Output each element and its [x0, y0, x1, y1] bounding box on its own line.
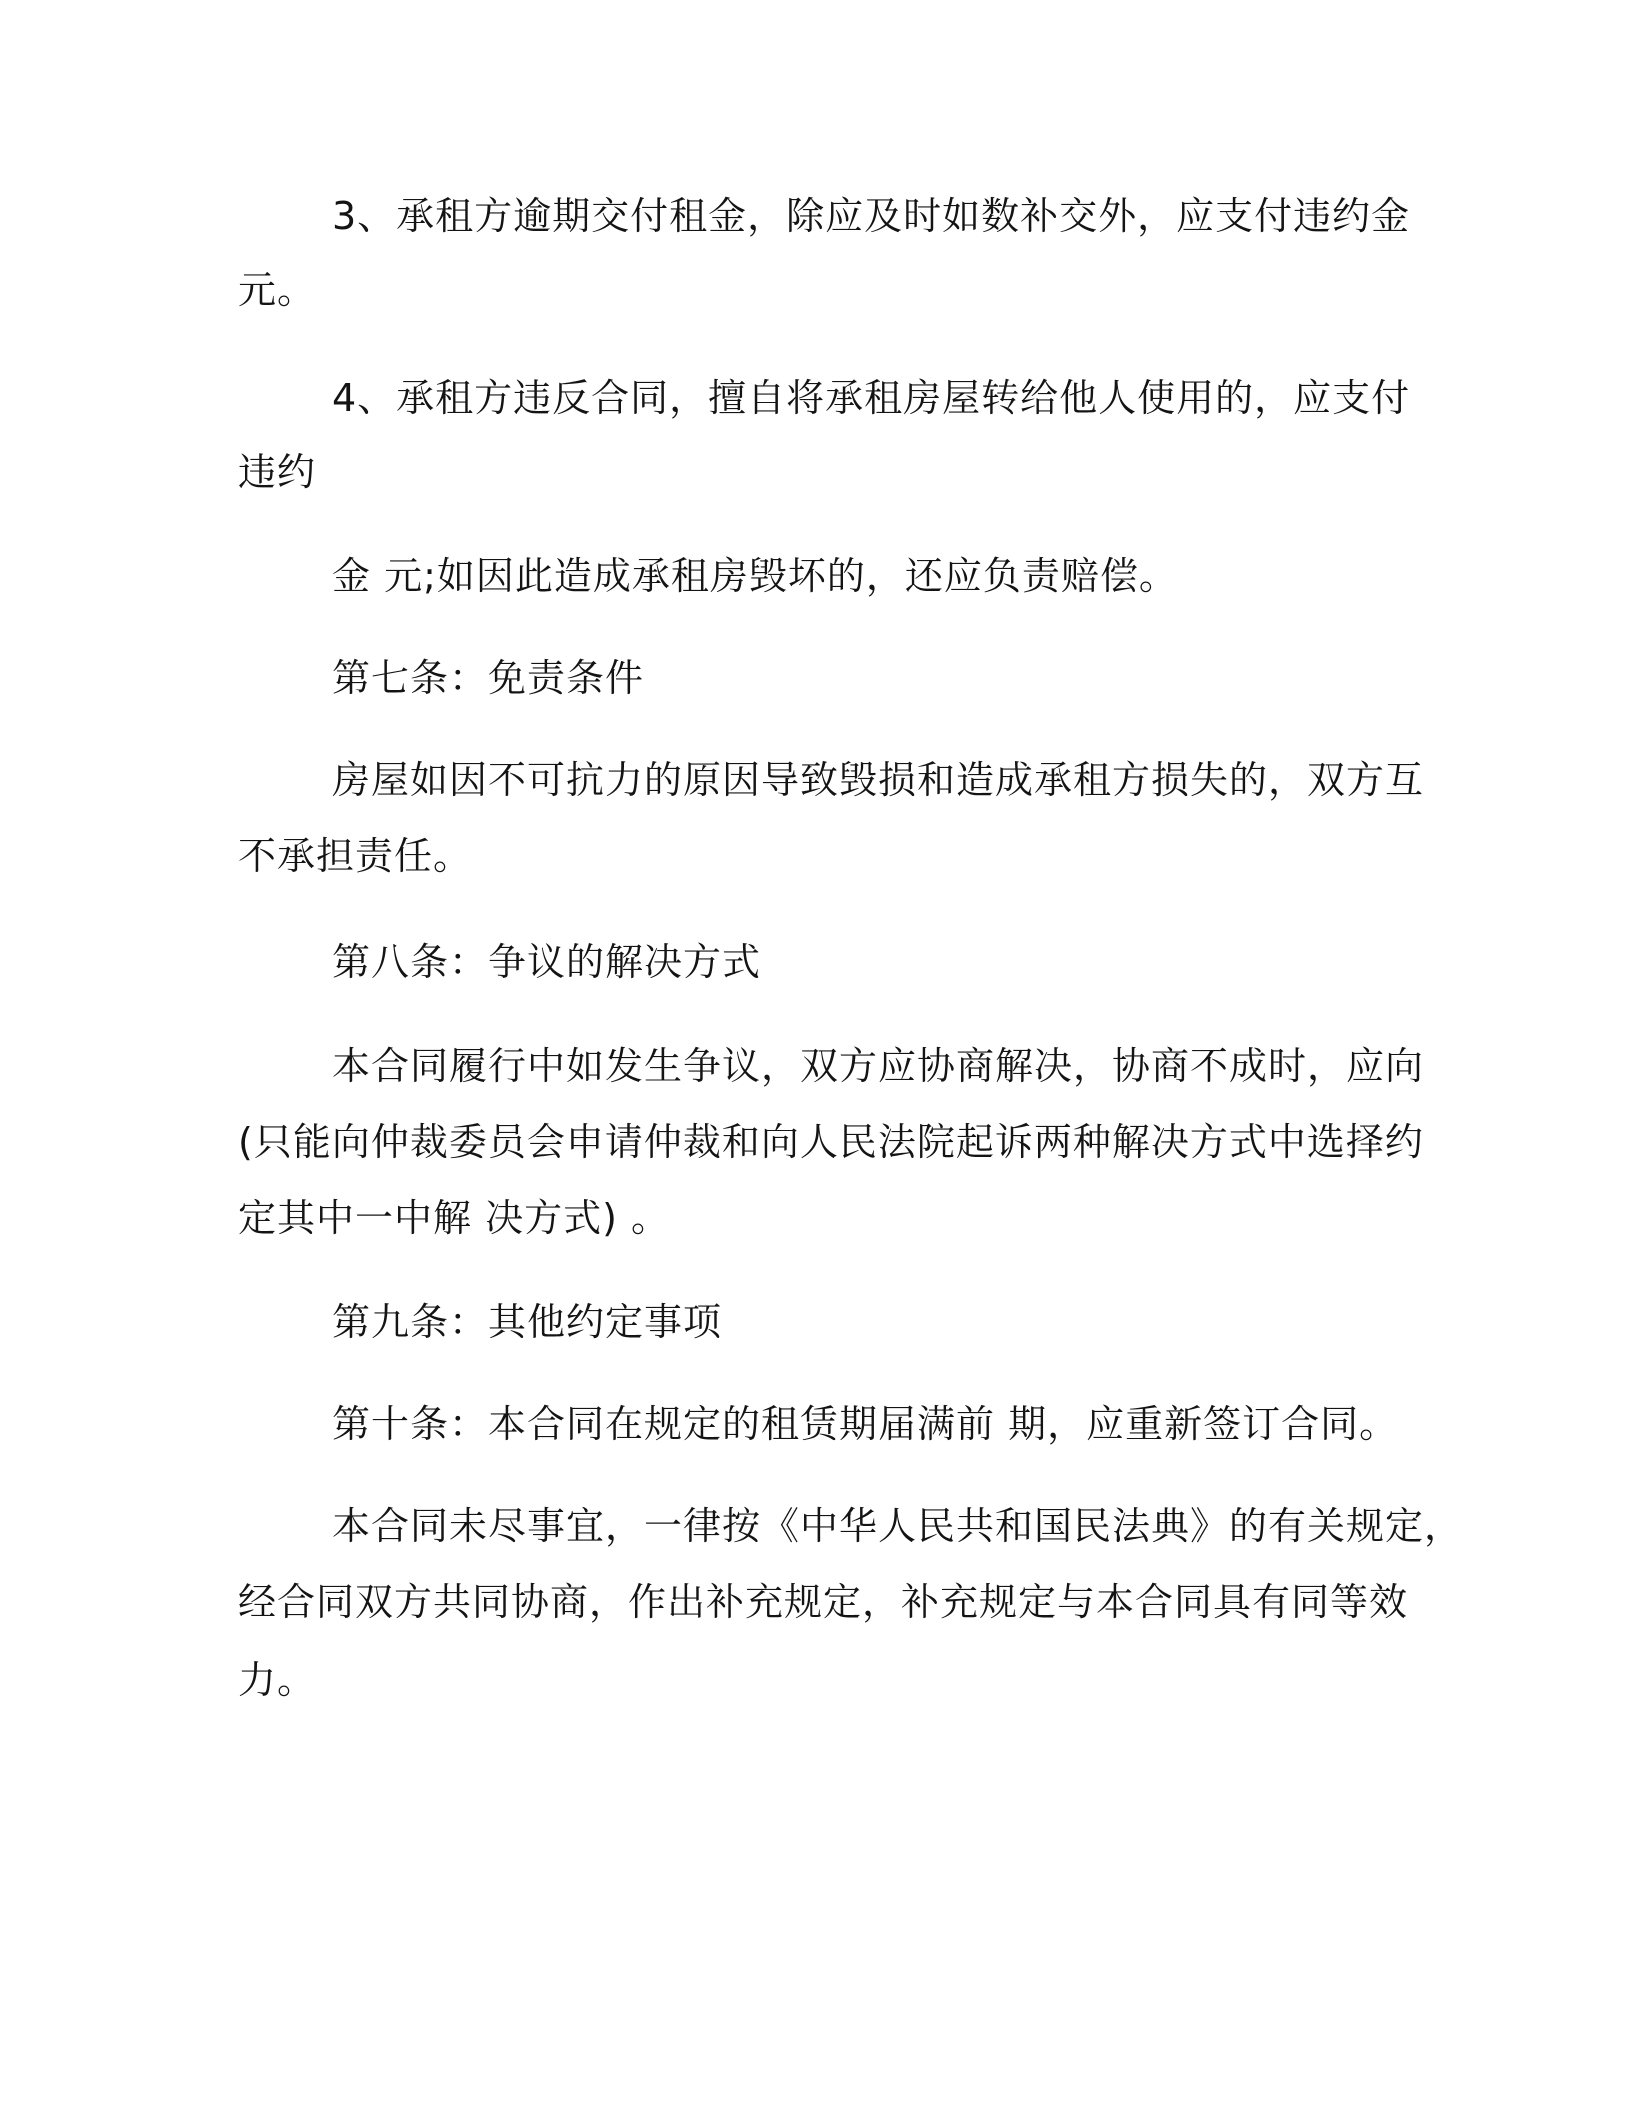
closing-text-line-2: 经合同双方共同协商，作出补充规定，补充规定与本合同具有同等效 — [238, 1580, 1409, 1624]
clause-8-text-line-2: (只能向仲裁委员会申请仲裁和向人民法院起诉两种解决方式中选择约 — [238, 1120, 1424, 1164]
closing-text-line-1: 本合同未尽事宜，一律按《中华人民共和国民法典》的有关规定， — [332, 1504, 1464, 1548]
clause-6-item-4-line-2: 违约 — [238, 450, 317, 494]
clause-6-item-4-line-3: 金 元;如因此造成承租房毁坏的，还应负责赔偿。 — [332, 554, 1178, 598]
clause-7-text-line-1: 房屋如因不可抗力的原因导致毁损和造成承租方损失的，双方互 — [332, 758, 1425, 802]
closing-text-line-3: 力。 — [238, 1658, 317, 1702]
clause-8-text-line-1: 本合同履行中如发生争议，双方应协商解决，协商不成时，应向 — [332, 1044, 1425, 1088]
clause-7-text-line-2: 不承担责任。 — [238, 834, 473, 878]
clause-10-text: 第十条：本合同在规定的租赁期届满前 期，应重新签订合同。 — [332, 1402, 1399, 1446]
clause-9-heading: 第九条：其他约定事项 — [332, 1300, 723, 1344]
clause-8-text-line-3: 定其中一中解 决方式) 。 — [238, 1196, 670, 1240]
clause-6-item-4-line-1: 4、承租方违反合同，擅自将承租房屋转给他人使用的，应支付 — [332, 376, 1411, 420]
clause-8-heading: 第八条：争议的解决方式 — [332, 940, 762, 984]
clause-6-item-3-line-2: 元。 — [238, 268, 317, 312]
clause-6-item-3-line-1: 3、承租方逾期交付租金，除应及时如数补交外，应支付违约金 — [332, 194, 1411, 238]
clause-7-heading: 第七条：免责条件 — [332, 656, 645, 700]
